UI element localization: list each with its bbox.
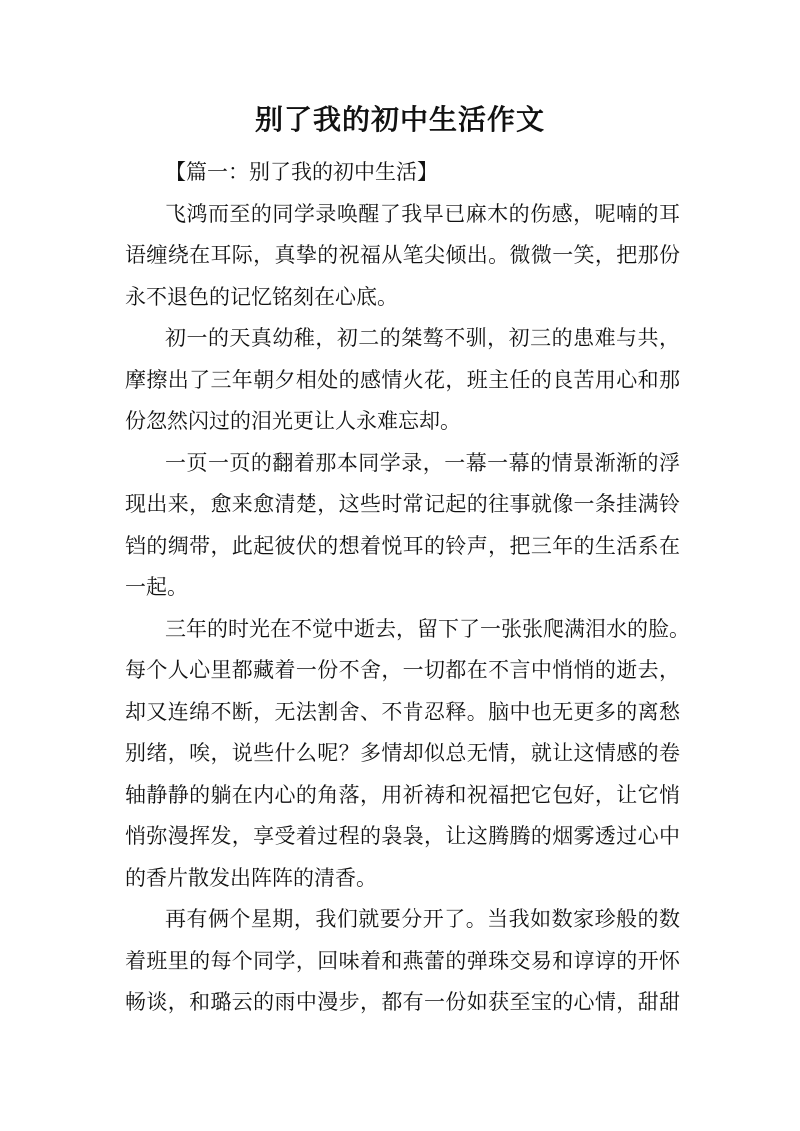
paragraph-3-line-3: 铛的绸带，此起彼伏的想着悦耳的铃声，把三年的生活系在	[125, 533, 680, 558]
paragraph-4-line-6: 悄弥漫挥发，享受着过程的袅袅，让这腾腾的烟雾透过心中	[125, 824, 680, 848]
paragraph-4-line-5: 轴静静的躺在内心的角落，用祈祷和祝福把它包好，让它悄	[125, 782, 680, 807]
paragraph-1-line-1: 飞鸿而至的同学录唤醒了我早已麻木的伤感，呢喃的耳	[165, 201, 680, 226]
paragraph-5-line-3: 畅谈，和璐云的雨中漫步，都有一份如获至宝的心情，甜甜	[125, 990, 680, 1014]
paragraph-4-line-7: 的香片散发出阵阵的清香。	[125, 865, 377, 890]
paragraph-5-line-1: 再有俩个星期，我们就要分开了。当我如数家珍般的数	[165, 907, 680, 931]
paragraph-2-line-2: 摩擦出了三年朝夕相处的感情火花，班主任的良苦用心和那	[125, 367, 680, 392]
paragraph-3-line-1: 一页一页的翻着那本同学录，一幕一幕的情景渐渐的浮	[165, 450, 680, 475]
paragraph-4-line-2: 每个人心里都藏着一份不舍，一切都在不言中悄悄的逝去，	[125, 658, 680, 682]
paragraph-2-line-1: 初一的天真幼稚，初二的桀骜不驯，初三的患难与共，	[165, 326, 680, 350]
document-title: 别了我的初中生活作文	[254, 103, 545, 136]
paragraph-3-line-4: 一起。	[125, 575, 188, 599]
paragraph-1-line-3: 永不退色的记忆铭刻在心底。	[125, 284, 398, 309]
section-heading: 【篇一：别了我的初中生活】	[165, 160, 438, 184]
paragraph-1-line-2: 语缠绕在耳际，真挚的祝福从笔尖倾出。微微一笑，把那份	[125, 243, 680, 267]
paragraph-4-line-1: 三年的时光在不觉中逝去，留下了一张张爬满泪水的脸。	[165, 616, 690, 641]
paragraph-2-line-3: 份忽然闪过的泪光更让人永难忘却。	[125, 409, 461, 433]
paragraph-3-line-2: 现出来，愈来愈清楚，这些时常记起的往事就像一条挂满铃	[125, 492, 680, 516]
paragraph-4-line-3: 却又连绵不断，无法割舍、不肯忍释。脑中也无更多的离愁	[125, 699, 680, 724]
paragraph-4-line-4: 别绪，唉，说些什么呢？多情却似总无情，就让这情感的卷	[125, 741, 680, 765]
document-body	[125, 152, 690, 1024]
paragraph-5-line-2: 着班里的每个同学，回味着和燕蕾的弹珠交易和谆谆的开怀	[125, 948, 680, 973]
